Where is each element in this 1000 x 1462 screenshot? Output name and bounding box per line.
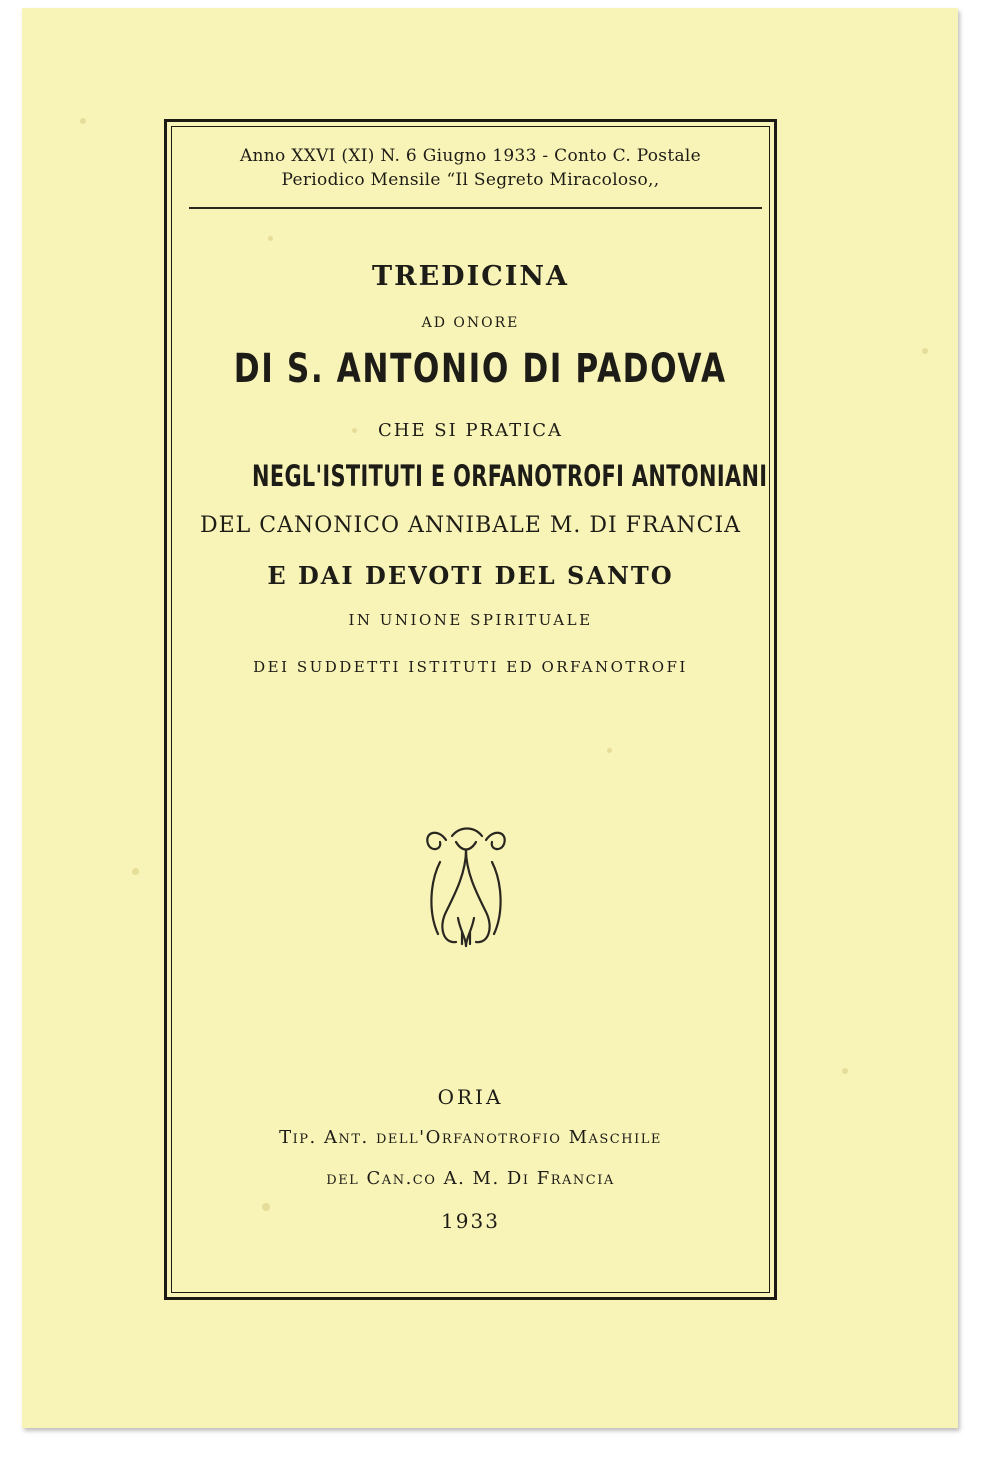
saint-name: DI S. ANTONIO DI PADOVA: [233, 346, 727, 392]
spiritual-union-line: IN UNIONE SPIRITUALE: [348, 611, 593, 629]
header-divider: [189, 207, 762, 209]
dedication-line: AD ONORE: [421, 315, 520, 331]
institutes-orphanages-line: DEI SUDDETTI ISTITUTI ED ORFANOTROFI: [253, 658, 688, 676]
imprint-city: ORIA: [437, 1085, 504, 1109]
practice-line: CHE SI PRATICA: [377, 420, 564, 441]
institutes-line: NEGL'ISTITUTI E ORFANOTROFI ANTONIANI: [251, 459, 768, 493]
floral-vignette-icon: [416, 822, 520, 952]
periodical-header-line1: Anno XXVI (XI) N. 6 Giugno 1933 - Conto C. Postale: [239, 146, 701, 166]
booklet-title: TREDICINA: [372, 261, 569, 292]
imprint-printer-line1: Tip. Ant. dell'Orfanotrofio Maschile: [279, 1127, 662, 1148]
canon-line: DEL CANONICO ANNIBALE M. DI FRANCIA: [199, 513, 742, 538]
devotees-line: E DAI DEVOTI DEL SANTO: [267, 561, 674, 590]
cover-frame-inner: [171, 126, 770, 1293]
imprint-printer-line2: del Can.co A. M. Di Francia: [326, 1168, 615, 1189]
cover-frame: [164, 119, 777, 1300]
booklet-cover: [22, 8, 958, 1428]
imprint-year: 1933: [441, 1209, 500, 1233]
periodical-header-line2: Periodico Mensile “Il Segreto Miracoloso,,: [281, 170, 660, 190]
